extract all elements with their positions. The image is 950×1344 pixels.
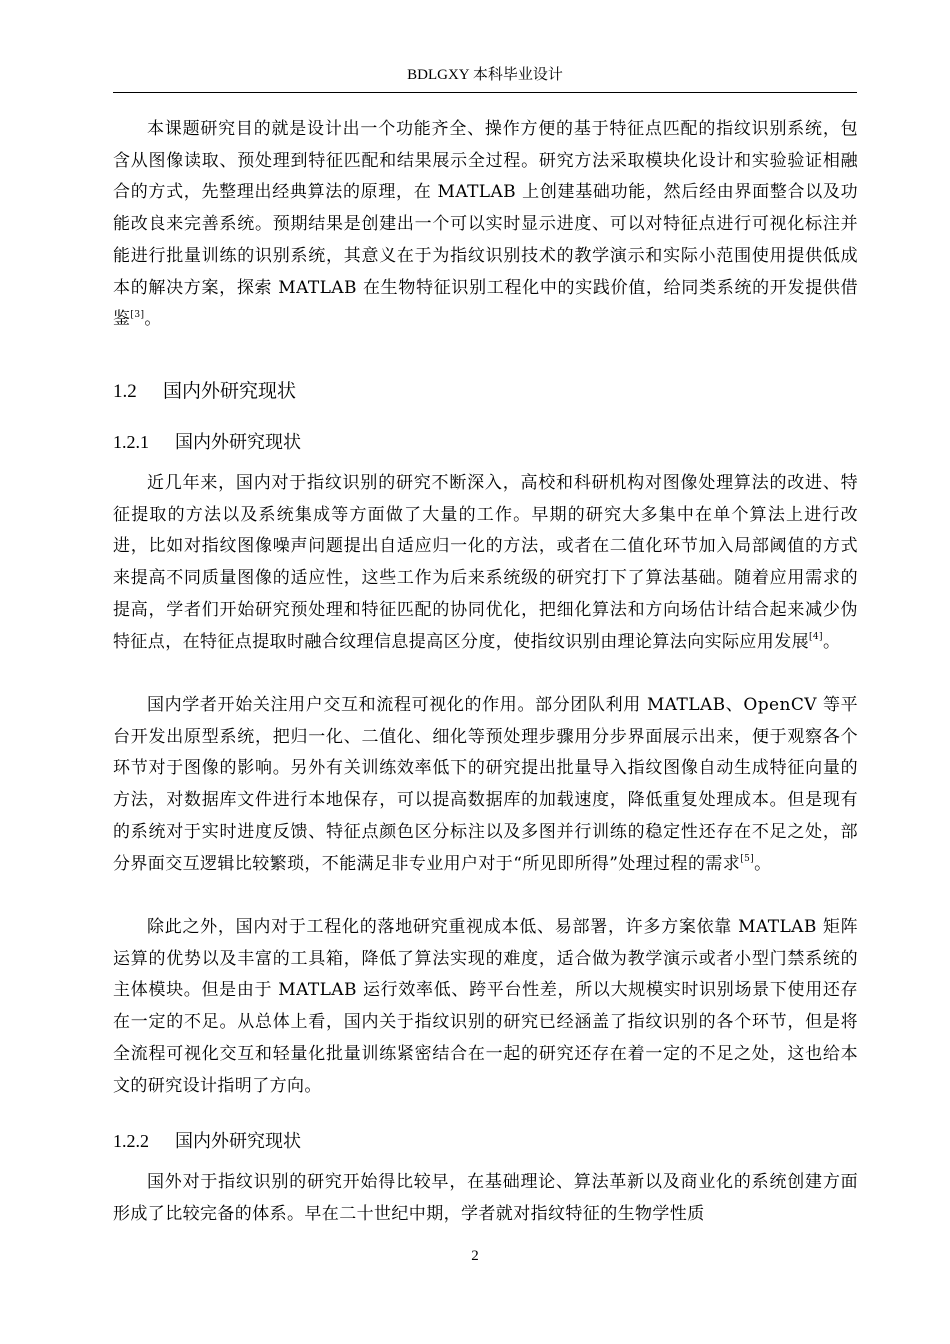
section-heading-1-2 (113, 375, 296, 407)
page-header (113, 64, 857, 93)
section-title: 国内外研究现状 (163, 380, 297, 402)
paragraph-research-purpose (113, 114, 858, 336)
paragraph-text: 国内学者开始关注用户交互和流程可视化的作用。部分团队利用 MATLAB、OpenCV 等平台开发出原型系统，把归一化、二值化、细化等预处理步骤用分步界面展示出来，便于观察各个环节对于图像的影响。另外有关训练效率低下的研究提出批量导入指纹图像自动生成特征向量的方法，对数据库文件进行本地保存，可以提高数据库的加载速度，降低重复处理成本。但是现有的系统对于实时进度反馈、特征点颜色区分标注以及多图并行训练的稳定性还存在不足之处，部分界面交互逻辑比较繁琐，不能满足非专业用户对于“所见即所得”处理过程的需求 (113, 695, 858, 874)
subsection-number: 1.2.1 (113, 432, 149, 452)
header-title: BDLGXY 本科毕业设计 (407, 67, 563, 83)
citation-ref: [3] (130, 309, 145, 320)
citation-ref: [4] (809, 631, 823, 642)
subsection-heading-1-2-2 (113, 1126, 301, 1156)
paragraph-user-interaction (113, 690, 858, 880)
subsection-number: 1.2.2 (113, 1131, 149, 1151)
paragraph-text: 近几年来，国内对于指纹识别的研究不断深入，高校和科研机构对图像处理算法的改进、特征提取的方法以及系统集成等方面做了大量的工作。早期的研究大多集中在单个算法上进行改进，比如对指纹图像噪声问题提出自适应归一化的方法，或者在二值化环节加入局部阈值的方式来提高不同质量图像的适应性，这些工作为后来系统级的研究打下了算法基础。随着应用需求的提高，学者们开始研究预处理和特征匹配的协同优化，把细化算法和方向场估计结合起来减少伪特征点，在特征点提取时融合纹理信息提高区分度，使指纹识别由理论算法向实际应用发展 (113, 473, 858, 652)
paragraph-text: 国外对于指纹识别的研究开始得比较早，在基础理论、算法革新以及商业化的系统创建方面形成了比较完备的体系。早在二十世纪中期，学者就对指纹特征的生物学性质 (113, 1172, 858, 1224)
paragraph-engineering (113, 912, 858, 1102)
paragraph-foreign-research (113, 1167, 858, 1230)
citation-ref: [5] (740, 853, 755, 864)
subsection-title: 国内外研究现状 (175, 432, 301, 453)
page-number: 2 (471, 1248, 479, 1264)
paragraph-end: 。 (754, 853, 772, 874)
paragraph-text: 本课题研究目的就是设计出一个功能齐全、操作方便的基于特征点匹配的指纹识别系统，包含从图像读取、预处理到特征匹配和结果展示全过程。研究方法采取模块化设计和实验验证相融合的方式，先整理出经典算法的原理，在 MATLAB 上创建基础功能，然后经由界面整合以及功能改良来完善系统。预期结果是创建出一个可以实时显示进度、可以对特征点进行可视化标注并能进行批量训练的识别系统，其意义在于为指纹识别技术的教学演示和实际小范围使用提供低成本的解决方案，探索 MATLAB 在生物特征识别工程化中的实践价值，给同类系统的开发提供借鉴 (113, 119, 858, 330)
subsection-heading-1-2-1 (113, 427, 301, 457)
paragraph-text: 除此之外，国内对于工程化的落地研究重视成本低、易部署，许多方案依靠 MATLAB 矩阵运算的优势以及丰富的工具箱，降低了算法实现的难度，适合做为教学演示或者小型门禁系统的主体模块。但是由于 MATLAB 运行效率低、跨平台性差，所以大规模实时识别场景下使用还存在一定的不足。从总体上看，国内关于指纹识别的研究已经涵盖了指纹识别的各个环节，但是将全流程可视化交互和轻量化批量训练紧密结合在一起的研究还存在着一定的不足之处，这也给本文的研究设计指明了方向。 (113, 917, 858, 1096)
paragraph-domestic-research (113, 468, 858, 658)
subsection-title: 国内外研究现状 (175, 1131, 301, 1152)
section-number: 1.2 (113, 381, 137, 402)
paragraph-end: 。 (822, 631, 841, 652)
paragraph-end: 。 (144, 309, 162, 330)
